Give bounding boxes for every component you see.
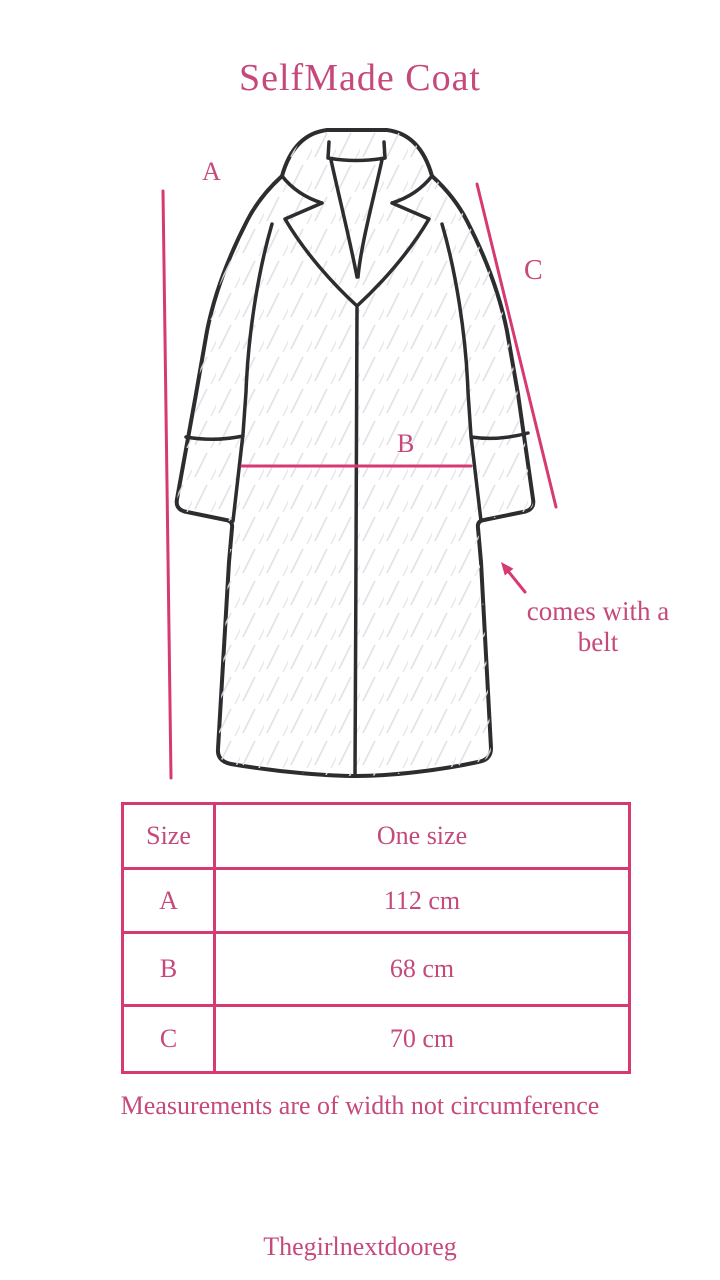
belt-arrow-line (508, 571, 525, 592)
row-c-value-cell: 70 cm (215, 1006, 630, 1073)
row-b-label-cell: B (123, 933, 215, 1006)
size-table-row-a (123, 869, 630, 933)
size-table-header-row (123, 804, 630, 869)
size-header-cell: Size (123, 804, 215, 869)
one-size-cell: One size (215, 804, 630, 869)
row-a-label-cell: A (123, 869, 215, 933)
belt-annotation-line2: belt (577, 627, 619, 657)
measurement-line-a (163, 191, 171, 778)
row-c-label-cell: C (123, 1006, 215, 1073)
belt-annotation (500, 596, 696, 658)
size-table (121, 802, 631, 1074)
size-table-row-b (123, 933, 630, 1006)
coat-outline (177, 130, 534, 776)
measurement-label-b: B (397, 429, 415, 458)
size-table-row-c (123, 1006, 630, 1073)
row-a-value-cell: 112 cm (215, 869, 630, 933)
measurement-footnote: Measurements are of width not circumference (120, 1091, 600, 1120)
page-title: SelfMade Coat (238, 57, 481, 99)
measurement-label-c: C (524, 255, 543, 286)
belt-annotation-line1: comes with a (526, 596, 670, 626)
measurement-label-a: A (202, 157, 221, 186)
brand-name: Thegirlnextdooreg (263, 1232, 457, 1261)
row-b-value-cell: 68 cm (215, 933, 630, 1006)
